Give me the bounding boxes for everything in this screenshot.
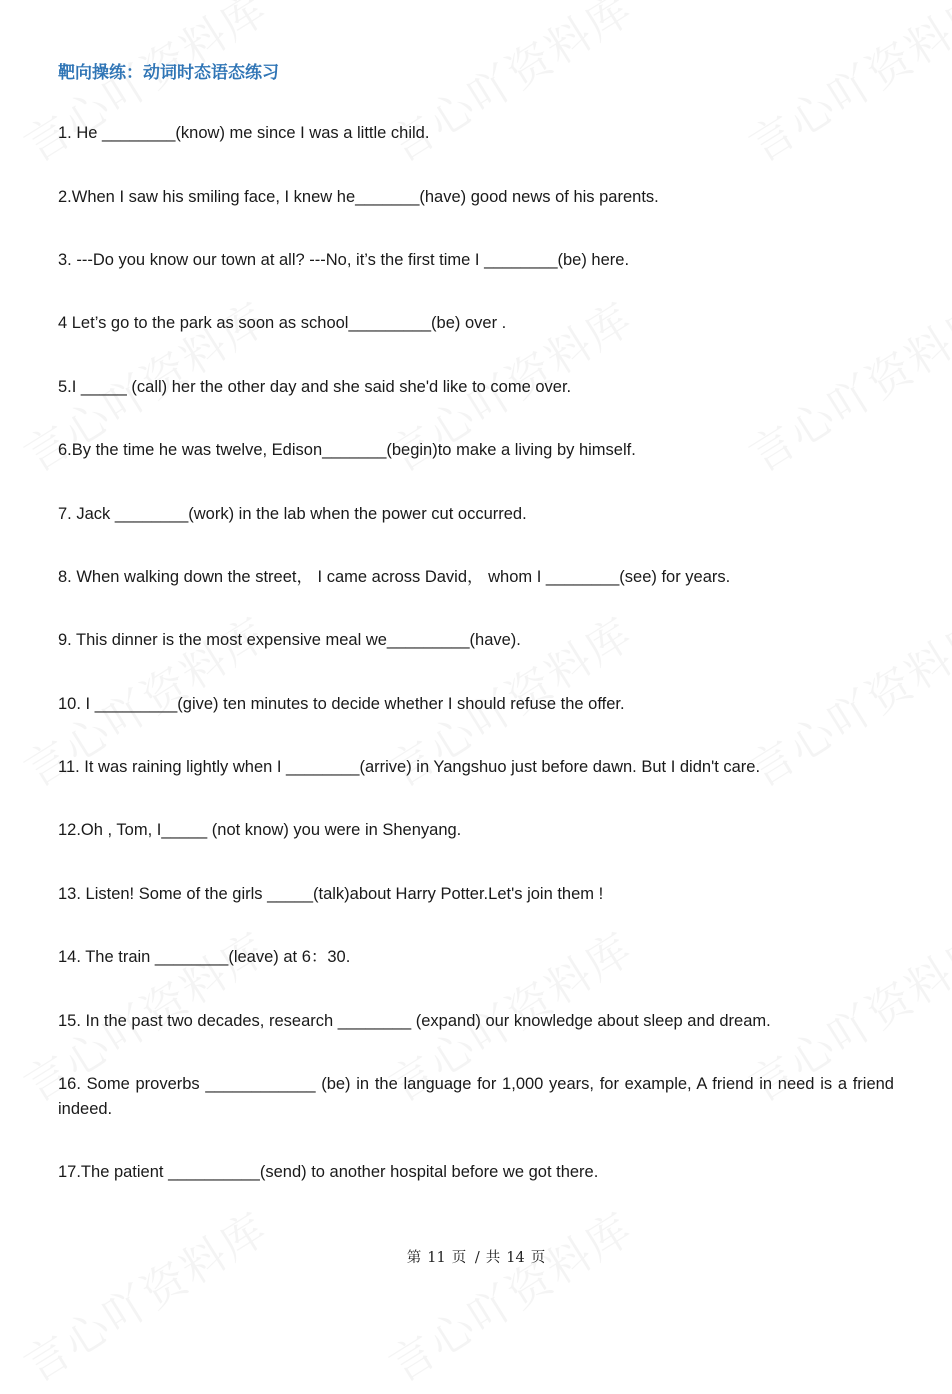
question-item bbox=[58, 818, 894, 843]
page-footer bbox=[0, 1246, 952, 1267]
question-text: 17.The patient __________(send) to another hospital before we got there. bbox=[58, 1163, 599, 1181]
total-page-number: 14 bbox=[506, 1250, 525, 1266]
current-page-number: 11 bbox=[427, 1250, 446, 1266]
page-title: 靶向操练：动词时态语态练习 bbox=[58, 63, 279, 83]
question-text: 15. In the past two decades, research ________ (expand) our knowledge about sleep and dream. bbox=[58, 1012, 771, 1030]
question-item bbox=[58, 121, 894, 146]
question-text: 11. It was raining lightly when I ________(arrive) in Yangshuo just before dawn. But I didn't care. bbox=[58, 758, 761, 776]
question-text: 6.By the time he was twelve, Edison_______(begin)to make a living by himself. bbox=[58, 441, 636, 459]
question-text: 3. ---Do you know our town at all? ---No, it’s the first time I ________(be) here. bbox=[58, 251, 630, 269]
question-text: 5.I _____ (call) her the other day and she said she'd like to come over. bbox=[58, 378, 572, 396]
page-label-suffix: 页 bbox=[530, 1250, 546, 1266]
question-text: 4 Let’s go to the park as soon as school_________(be) over . bbox=[58, 314, 507, 332]
question-item bbox=[58, 1009, 894, 1034]
question-text: 16. Some proverbs ____________ (be) in the language for 1,000 years, for example, A friend in need is a friend indeed. bbox=[58, 1075, 894, 1118]
question-item bbox=[58, 375, 894, 400]
question-item bbox=[58, 565, 894, 590]
question-item bbox=[58, 628, 894, 653]
question-item bbox=[58, 1160, 894, 1185]
question-item bbox=[58, 1072, 894, 1122]
question-text: 13. Listen! Some of the girls _____(talk)about Harry Potter.Let's join them ! bbox=[58, 885, 604, 903]
question-item bbox=[58, 692, 894, 717]
question-item bbox=[58, 502, 894, 527]
question-text: 8. When walking down the street， I came across David， whom I ________(see) for years. bbox=[58, 568, 731, 586]
question-item bbox=[58, 755, 894, 780]
question-text: 14. The train ________(leave) at 6：30. bbox=[58, 948, 351, 966]
question-item bbox=[58, 311, 894, 336]
question-text: 2.When I saw his smiling face, I knew he_______(have) good news of his parents. bbox=[58, 188, 659, 206]
question-item bbox=[58, 248, 894, 273]
question-text: 1. He ________(know) me since I was a little child. bbox=[58, 124, 430, 142]
question-text: 12.Oh , Tom, I_____ (not know) you were in Shenyang. bbox=[58, 821, 462, 839]
question-item bbox=[58, 882, 894, 907]
page-label-mid: 页 / bbox=[451, 1250, 480, 1266]
question-text: 10. I _________(give) ten minutes to decide whether I should refuse the offer. bbox=[58, 695, 625, 713]
question-item bbox=[58, 945, 894, 970]
total-label-prefix: 共 bbox=[485, 1250, 501, 1266]
question-text: 7. Jack ________(work) in the lab when the power cut occurred. bbox=[58, 505, 527, 523]
page-label-prefix: 第 bbox=[406, 1250, 422, 1266]
question-item bbox=[58, 185, 894, 210]
question-item bbox=[58, 438, 894, 463]
question-text: 9. This dinner is the most expensive meal we_________(have). bbox=[58, 631, 521, 649]
